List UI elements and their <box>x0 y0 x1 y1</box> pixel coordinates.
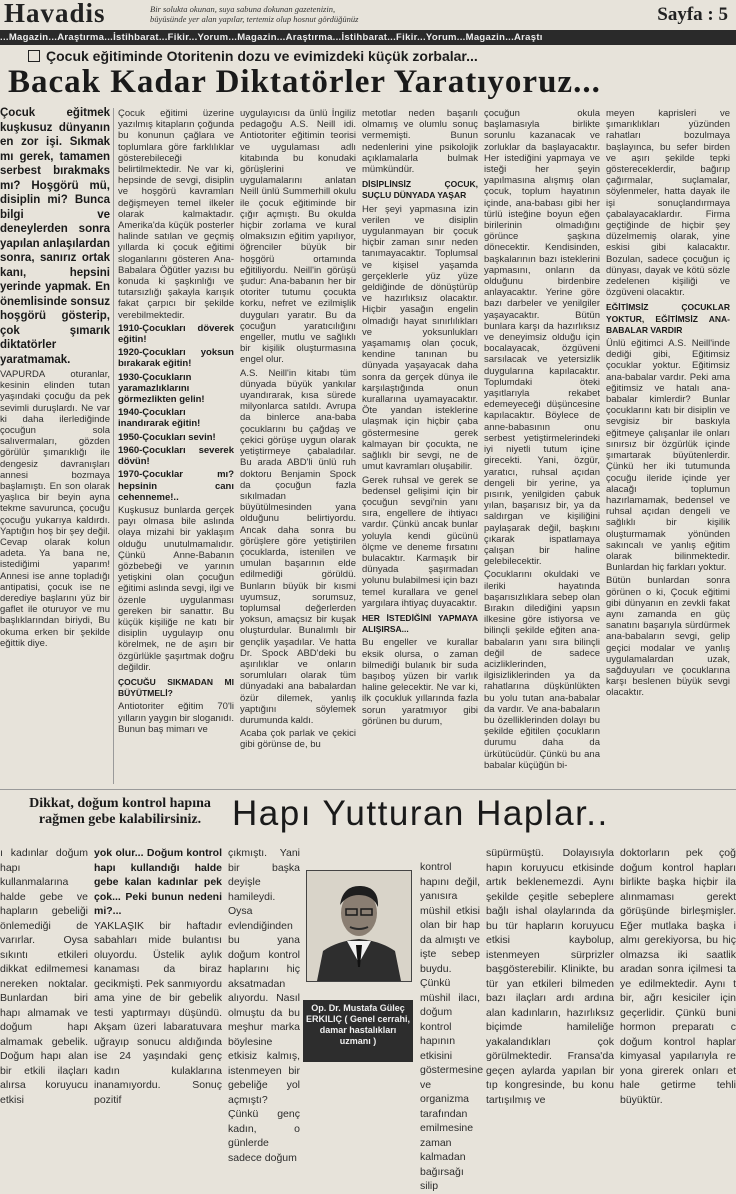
article-column-1 <box>0 106 110 786</box>
timeline-item: 1910-Çocukları döverek eğitin! <box>118 322 234 346</box>
article-column-3 <box>240 108 356 786</box>
column-body-text: ı kadınlar doğum hapı kullanmalarına halde gebe ve hapların gebeliği önlemediği de varırlar. Oysa sıkıntı etkileri dikkat edilmemesi nereken noktalar. Bunlardan biri hapı almamak ve doğum hapı almamak gebelik. Doğum hapı alan bir etkili ilaçları alırsa koruyucu etkisi <box>0 847 88 1106</box>
article2-deck: Dikkat, doğum kontrol hapına rağmen gebe kalabilirsiniz. <box>29 796 211 827</box>
column-subheading: DİSİPLİNSİZ ÇOCUK, SUÇLU DÜNYADA YAŞAR <box>362 179 478 201</box>
article-column-2 <box>118 108 234 786</box>
article2-column-1 <box>0 846 88 1108</box>
article-column-5 <box>484 108 600 786</box>
column-subheading: ÇOCUĞU SIKMADAN MI BÜYÜTMELİ? <box>118 676 234 699</box>
column-body-text: süpürmüştü. Dolayısıyla hapın koruyucu etkisinde artık beklenemezdi. Aynı şekilde çeşitle sebeplere bağlı ishal olaylarında da bu tür hapların koruyucu etkisi kaybolup, istenmeyen sürprizler başgösterebilir. Klinikte, bu tür yan etkileri bilmeden bazı ilaçları ardı ardına alan kadınların, hazırlıksız biçimde hamileliğe yakalandıkları çok görülmektedir. Fransa'da geçen aylarda yapılan bir tıp kongresinde, bu konu tartışılmış ve <box>486 847 614 1106</box>
kicker-text: Çocuk eğitiminde Otoritenin dozu ve evimizdeki küçük zorbalar... <box>46 48 478 64</box>
portrait-illustration <box>307 871 411 981</box>
timeline-item: 1950-Çocukları sevin! <box>118 431 216 443</box>
timeline-list <box>118 323 234 503</box>
column-body-text: Acaba çok parlak ve çekici gibi görünse de, bu <box>240 728 356 751</box>
timeline-item: 1930-Çocukların yaramazlıklarını görmezlikten gelin! <box>118 371 205 406</box>
article-column-6 <box>606 108 730 786</box>
timeline-item: 1920-Çocukları yoksun bırakarak eğitin! <box>118 347 234 370</box>
article2-column-6 <box>620 846 736 1108</box>
page-number: Sayfa : 5 <box>657 4 728 25</box>
column-body-text: YAKLAŞIK bir haftadır sabahları mide bulantısı oluyordu. Üstelik aylık kanaması da biraz gecikmişti. Pek sanmıyordu ama yine de bir gebelik testi yaptırmayı düşündü. Akşam üzeri labaratuvara uğrayıp sonucu aldığında ise 24 yaşındaki genç kadın kulaklarına inanamıyordu. Sonuç pozitif <box>94 919 222 1106</box>
motto-line-2: büyüsünde yer alan yapılar, tertemiz olup hosnut gördüğünüz <box>150 14 359 24</box>
column-subheading: EĞİTİMSİZ ÇOCUKLAR YOKTUR, EĞİTİMSİZ ANA-BABALAR VARDIR <box>606 302 730 335</box>
column-body-text: Bütün bunlardan sonra görünen o ki, Çocuk eğitimi gibi dünyanın en zevkli fakat aynı zamanda en güç sanatını başarıyla sürdürmek ana-babaların sevgi, gelip geçici modalar ve yanlış uygulamalardan uzak, sağduyuları ve çocuklarına karşı beslenen büyük sevgi olacaktır. <box>606 575 730 699</box>
column-body-text: çocuğun okula başlamasıyla birlikte sorunlu kazanacak ve zorluklar da başlayacaktır. Her istediğini yapmaya ve isteği her şeyin yapılmasına alışmış olan çocuk, toplum hayatının içinde, ana-babası gibi her türlü isteğine boyun eğen birilerinin olmadığını görünce şaşkına dönecektir. Kendisinden, başkalarının bazı isteklerini yapmasını, onların da olduğunu birdenbire anlayacaktır. Yerine göre bazı darbeler ve yenilgiler yaşayacaktır. Bütün bunlara karşı da hazırlıksız ve deneyimsiz olduğu için bocalayacak, özgüveni sarsılacak ve yetersizlik duygularına kapılacaktır. Toplumdaki öteki yaşıtlarıyla rekabet edemeyeceği düşüncesine kapılacaktır. Böylece de anne-babasının onu serbest yetiştirmelerindeki iyi niyetli tutum içine girecekti. Yani, özgür, yaratıcı, ruhsal açıdan dengeli bir yerine, ya pısırık, yenilgiden çabuk yılan, başarısız bir, ya da saldırgan ve kişiliğini paylaşarak değil, başkını çıkarak ispatlamaya çalışan bir haline gelebilecektir. <box>484 108 600 568</box>
column-body-text: A.S. Neill'in kitabı tüm dünyada büyük yankılar uyandırarak, kısa sürede milyonlarca satıldı. Avrupa da binlerce ana-baba çocuklarını bu çağdaş ve çekici görüşe uygun olarak yetiştirmeye çabaladılar. Bu arada ABD'li ünlü ruh doktoru Benjamin Spock da çocuğun fazla sıkılmadan büyütülmesinden yana olduğunu belirtiyordu. Ancak daha sonra bu görüşlere göre yetiştirilen çocuklarda, istenilen ve umulan başarının elde edilmediği görüldü. Bunların büyük bir kısmi uyumsuz, sorumsuz, toplumsal değerlerden yoksun, amaçsız bir kuşak oluşturdular. Bunalımlı bir gençlik yaşadılar. Ve hatta Dr. Spock ABD'deki bu aşırılıklar ve onların sorumluları olarak tüm dünyadaki ana babalardan özür dilemek, yanlış yaptığını söylemek durumunda kaldı. <box>240 367 356 726</box>
article2-column-2 <box>94 846 222 1108</box>
column-body-text: VAPURDA oturanlar, kesinin elinden tutan yaşındaki çocuğu da pek sevimli duruşlardı. Ne var ki daha ilerlediğinde çocuğun sola salıvermaları, gözden görülür şımarıklığı ile dengesiz davranışları annesi bozmaya başlamıştı. En son olarak yaşlıca bir beyin ayna tekme savurunca, çocuğu çocuğu yukarıya kaldırdı. Yaptığın hoş bir şey değil. Cevap olarak kolun adeta. Ya bana ne, istediğimi yaparım! Annesi ise anne topladığı antipatisi, çocuk ise ne derediye başlarını yüz bir gaflet ile oturuyor ve mu başlıklarından biriydi, Bu okuma erken bir şekilde eğittik diye. <box>0 369 110 649</box>
motto-line-1: Bir solukta okunan, suya sabuna dokunan gazetenizin, <box>150 4 336 14</box>
column-divider <box>113 108 114 784</box>
column-subheading: HER İSTEDİĞİNİ YAPMAYA ALIŞIRSA... <box>362 612 478 635</box>
timeline-item: 1940-Çocukları inandırarak eğitin! <box>118 407 201 430</box>
timeline-item: 1970-Çocuklar mı?hepsinin canı cehenneme!.. <box>118 469 234 503</box>
column-lead-text: yok olur... Doğum kontrol hapı kullandığı halde gebe kalan kadınlar pek çok... Peki bunun nedeni mi?... <box>94 847 222 917</box>
column-body-text: doktorların pek çoğ doğum kontrol hapları birlikte başka hiçbir ila alınmaması gerekt görüşünde birleşmişler. Eğer mutlaka başka i almı gerekiyorsa, bu hiç olmazsa iki saatlik aradan sonra içilmesi ta ye edilmektedir. Aynı t bir, ağrı kesiciler için geçerlidir. Çünkü buni hormon preparatı c doğum kontrol haplar kimyasal yapılarıyla re yona girerek onları et hale getirme tehli büyüktür. <box>620 847 736 1106</box>
article-kicker <box>28 48 478 64</box>
article-divider <box>0 789 736 790</box>
photo-caption: Op. Dr. Mustafa Güleç ERKILIÇ ( Genel cerrahi, damar hastalıkları uzmanı ) <box>303 1000 413 1062</box>
timeline-item: 1960-Çocukları severek dövün! <box>118 444 234 468</box>
column-body-text: meyen kaprisleri ve şımarıklıkları yüzünden rahatları bozulmaya başlayınca, bu sefer birden ve aşırı şekilde tepki göstereceklerdir, bağırıp çağırmalar, suçlamalar, söylenmeler, hatta dayak ile işi sonuçlandırmaya çabalayacaklardır. Firma geçtiğinde de hiçbir şey düzelmemiş olarak, yine eskisi gibi kalacaktır. Bozulan, sadece çocuğun iç dünyası, dayak ve kötü sözle zedelenen kişiliği ve özgüveni olacaktır. <box>606 108 730 299</box>
column-body-text: Kuşkusuz bunlarda gerçek payı olmasa bile aslında olaya mizahi bir yaklaşım olduğu unutulmamalıdır. Çünkü Anne-Babanın gözbebeği ve yarının yetişkini olan çocuğun eğitimi aslında sevgi, ilgi ve özenle uygulanması gereken bir sanattır. Bu küçük kişiliğe ne katı bir disiplin uygulayıp onu körelmek, ne de aşırı bir özgürlükle şaşırtmak doğru değildir. <box>118 504 234 673</box>
column-body-text: Çocuk eğitimi üzerine yazılmış kitapların çoğunda bu konunun çağlara ve toplumlara göre farklılıklar gösterebileceği belirtilmektedir. Ne var ki, hepsinde de sevgi, disiplin ve hoşgörü kavramları değişmeyen temel ilkeler olarak kalmaktadır. Amerika'da küçük posterler halinde satılan ve geçmiş yıllarda ki çocuk eğitimi sloganlarını gösteren Ana-Babalara Öğütler yazısı bu konuda ki şaşkınlığı ve tutarsızlığı şakayla karışık fakat çarpıcı bir şekilde verebilmektedir. <box>118 108 234 321</box>
article-headline: Bacak Kadar Diktatörler Yaratıyoruz... <box>8 64 601 100</box>
column-body-text: Bu engeller ve kurallar eksik olursa, o zaman bilmediği bulanık bir suda başıboş yüzen bir varlık haline gelecektir. Ne var ki, ilk çocukluk yıllarında fazla sorun yaratmıyor gibi görünen bu durum, <box>362 637 478 727</box>
article-column-4 <box>362 108 478 786</box>
column-body-text: metotlar neden başarılı olmamış ve olumlu sonuç vermemişti. Bunun nedenlerini yine psikolojik açıklamalarla bulmak mümkündür. <box>362 108 478 176</box>
column-lead-text: Çocuk eğitmek kuşkusuz dünyanın en zor işi. Sıkmak mı gerek, tamamen serbest bırakmaks mı? Hoşgörü mü, disiplin mi? Bunca bilgi ve deneylerden sonra yapılan anlaşılardan sonra, sanırız ortak kanı, hepsini yerinde yapmak. En önemlisinde sonsuz hoşgörü gösterip, çok şımarık diktatörler yaratmamak. <box>0 107 110 366</box>
column-body-text: Her şeyi yapmasına izin verilen ve disiplin uygulanmayan bir çocuk hiçbir zaman sınır neden tanımayacaktır. Toplumsal ve kişisel yaşamda gerçeklerle yüz yüze geldiğinde de dönüştürüp ve hazırlıksız olacaktır. Hiçbir yasağın engelin olmadığı hayat sınırlılıkları ve yoksunlukları yaşamamış olan çocuk, kendine tanınan bu dünyada yaşayacak daha sonra da gerçek dünya ile karşılaştığında onun kurallarına uyamayacaktır. Öte yandan isteklerine ulaşmak için hiçbir çaba göstermesine gerek kalmayan bir çocukta, ne sağlıklı bir sevgi, ne de umut kavramları oluşabilir. <box>362 203 478 473</box>
column-body-text: uygulayıcısı da ünlü İngiliz pedagoğu A.S. Neill idi. Antiotoriter eğitimin teorisi ve uygulaması adlı kitabında bu konudaki görüşlerini ve uygulamalarını anlatan Neill ünlü Summerhill okulu ile çocuk eğitiminde bir çığır açmıştı. Bu okulda hiçbir zorlama ve kural olmaksızın eğitim yapılıyor, öğrenciler büyük bir hoşgörü ortamında eğitiliyordu. Neill'in görüşü şudur: Ana-babanın her bir otoriter tutumu çocukta korku, nefret ve ezilmişlik duyguları yaratır. Bu da çocuğun yaratıcılığını engeller, mutlu ve sağlıklı bir kişilik oluşturmasına engel olur. <box>240 108 356 366</box>
column-body-text: Gerek ruhsal ve gerek se bedensel gelişimi için bir çocuğun sevgi'nin yanı sıra, engellere de ihtiyacı vardır. Çünkü ancak bunlar yoluyla kendi gücünü ölçme ve deneme fırsatını bulacaktır. Karmaşık bir dünyada şaşırmadan yolunu bulabilmesi için bazı temel kurallara ve genel yargılara ihtiyaç duyacaktır. <box>362 474 478 609</box>
section-strip: ...Magazin...Araştırma...İstihbarat...Fikir...Yorum...Magazin...Araştırma...İstihbarat...Fikir...Yorum...Magazin...Araştı <box>0 30 736 45</box>
checkbox-square-icon <box>28 50 40 62</box>
column-body-text: Ünlü eğitimci A.S. Neill'inde dediği gibi, Eğitimsiz çocuklar yoktur. Eğitimsiz ana-babalar vardır. Peki ama eğitimsiz ve hatalı ana-babalar kimlerdir? Bunlar çocuklarını katı bir disiplin ve sevgisiz bir baskıyla eğitmeye çalışanlar ile onları sınırsız bir özgürlük içinde şımartarak büyütenlerdir. Çünkü her iki tutumunda çocuğu ileride içinde yer alacağı toplumun hazırlamamak, bedensel ve ruhsal açıdan dengeli ve sağlıklı bir kişilik oluşturmamak yönünden sakıncalı ve yanlış eğitim olarak bilinmektedir. Bunlardan hiç farkları yoktur. <box>606 338 730 574</box>
article2-headline: Hapı Yutturan Haplar.. <box>232 794 609 833</box>
newspaper-brand: Havadis <box>4 0 106 28</box>
column-body-text: çıkmıştı. Yani bir başka deyişle hamileydi. Oysa evlendiğinden bu yana doğum kontrol haplarını hiç aksatmadan alıyordu. Nasıl olmuştu da bu meşhur marka böylesine etkisiz kalmış, istenmeyen bir gebeliğe yol açmıştı? Çünkü genç kadın, o günlerde sadece doğum <box>228 847 300 1164</box>
masthead <box>0 0 736 30</box>
column-body-text: Antiotoriter eğitim 70'li yılların yaygın bir sloganıdı. Bunun baş mimarı ve <box>118 701 234 735</box>
column-body-text: kontrol hapını değil, yanısıra müshil etkisi olan bir hap da almıştı ve işte sebep buydu. Çünkü müshil ilacı, doğum kontrol hapının etkisini göstermesine ve organizma tarafından emilmesine zaman kalmadan bağırsağı silip <box>420 861 484 1192</box>
doctor-portrait-photo <box>306 870 412 982</box>
article2-column-3 <box>228 846 300 1164</box>
article2-column-4 <box>420 860 484 1192</box>
masthead-motto <box>150 4 570 24</box>
article2-column-5 <box>486 846 614 1108</box>
column-body-text: Çocuklarını okuldaki ve ileriki hayatında başarısızlıklara sebep olan Bırakın dilediğini yapsın ilkesine göre istiyorsa ve bilinçli şekilde eğiten ana-babaların yanı sıra bilinçli değil de sadece acizliklerinden, ilgisizliklerinden ya da rahatlarına düşkünlükten bu yolu tutan ana-babalar da vardır. Ve ana-babaların bu özelliklerinden dolayı bu şekilde eğitilen çocukların durumu daha da ürkütücüdür. Çünkü bu ana babalar küçüğün bi- <box>484 569 600 771</box>
